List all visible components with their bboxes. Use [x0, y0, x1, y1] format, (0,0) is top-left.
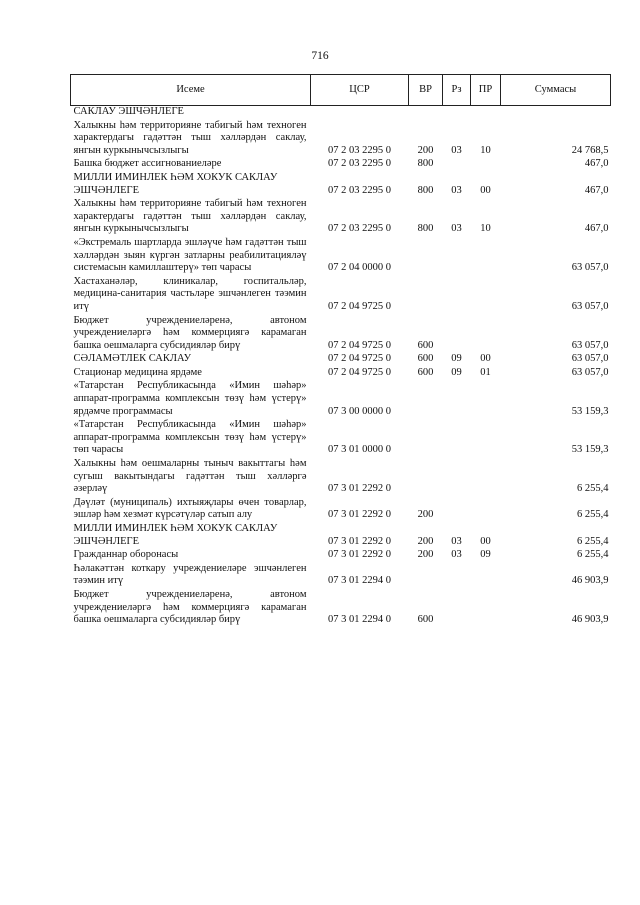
- cell-pr: 00: [480, 353, 491, 365]
- cell-sum: 6 255,4: [577, 509, 609, 521]
- cell-csr: 07 3 01 2292 0: [328, 483, 391, 495]
- cell-sum: 63 057,0: [571, 339, 609, 351]
- cell-sum: 467,0: [584, 184, 609, 196]
- table-row: [71, 276, 611, 315]
- table-row: [71, 315, 611, 354]
- cell-csr: 07 3 00 0000 0: [328, 405, 391, 417]
- cell-vr: 200: [417, 549, 434, 561]
- cell-vr: [409, 458, 443, 497]
- cell-name: Бюджет учреждениеләренә, автоном учреждениеләргә һәм коммерциягә карамаган башка оешмаларга субсидияләр бирү: [73, 314, 307, 351]
- table-row: [71, 419, 611, 458]
- cell-csr: 07 2 04 9725 0: [328, 353, 391, 365]
- table-row: [71, 237, 611, 276]
- cell-pr: [471, 458, 501, 497]
- cell-name: Һәлакәттән коткару учреждениеләре эшчәнлеген тәэмин итү: [73, 562, 307, 587]
- cell-vr: [409, 237, 443, 276]
- cell-sum: 53 159,3: [571, 405, 609, 417]
- cell-csr: 07 2 04 9725 0: [328, 366, 391, 378]
- cell-csr: 07 2 03 2295 0: [328, 158, 391, 170]
- cell-csr: 07 2 04 0000 0: [328, 262, 391, 274]
- cell-name: МИЛЛИ ИМИНЛЕК ҺӘМ ХОКУК САКЛАУ ЭШЧӘНЛЕГЕ: [73, 523, 278, 547]
- cell-rz: 09: [451, 353, 462, 365]
- cell-name: Халыкны һәм территорияне табигый һәм техноген характердагы гадәттән тыш хәлләрдән саклау, янгын куркынычсызлыгы: [73, 198, 307, 235]
- cell-vr: 800: [417, 223, 434, 235]
- cell-rz: 03: [451, 223, 462, 235]
- cell-pr: 10: [480, 144, 491, 156]
- cell-name: СӘЛАМӘТЛЕК САКЛАУ: [73, 353, 192, 365]
- table-row: [71, 458, 611, 497]
- cell-name: Гражданнар оборонасы: [73, 549, 179, 561]
- cell-pr: [471, 419, 501, 458]
- cell-sum: 467,0: [584, 158, 609, 170]
- table-row: [71, 549, 611, 563]
- cell-rz: [443, 497, 471, 523]
- cell-name: Дәүләт (муниципаль) ихтыяҗлары өчен товарлар, эшләр һәм хезмәт күрсәтүләр сатып алу: [73, 496, 307, 521]
- table-row: [71, 198, 611, 237]
- cell-rz: 03: [451, 144, 462, 156]
- table-row: [71, 589, 611, 628]
- cell-pr: [471, 497, 501, 523]
- cell-rz: 03: [451, 549, 462, 561]
- cell-csr: 07 2 04 9725 0: [328, 300, 391, 312]
- cell-name: «Татарстан Республикасында «Имин шәһәр» аппарат-программа комплексын төзү һәм үстерү» төп чарасы: [73, 419, 307, 456]
- cell-name: Хастаханәләр, клиникалар, госпитальләр, медицина-санитария частьләре эшчәнлеген тәэмин итү: [73, 275, 307, 312]
- cell-pr: 00: [480, 184, 491, 196]
- cell-pr: [471, 589, 501, 628]
- cell-sum: 46 903,9: [571, 614, 609, 626]
- cell-vr: [409, 106, 443, 120]
- table-row: [71, 158, 611, 172]
- header-vr: ВР: [409, 75, 443, 106]
- cell-pr: 01: [480, 366, 491, 378]
- cell-vr: 200: [417, 144, 434, 156]
- cell-name: Халыкны һәм оешмаларны тыныч вакыттагы һәм сугыш вакытындагы гадәттән тыш хәлләргә әзерләү: [73, 458, 307, 495]
- cell-rz: [443, 563, 471, 589]
- cell-rz: [443, 237, 471, 276]
- cell-csr: 07 2 03 2295 0: [328, 144, 391, 156]
- cell-vr: [409, 563, 443, 589]
- cell-pr: 10: [480, 223, 491, 235]
- cell-pr: [471, 237, 501, 276]
- cell-vr: 800: [417, 184, 434, 196]
- table-row: [71, 367, 611, 381]
- page-number: 716: [311, 50, 329, 62]
- table-row: [71, 497, 611, 523]
- cell-sum: 63 057,0: [571, 353, 609, 365]
- cell-pr: [471, 563, 501, 589]
- cell-vr: 600: [417, 353, 434, 365]
- cell-sum: 6 255,4: [577, 535, 609, 547]
- table-row: [71, 172, 611, 198]
- cell-csr: 07 2 03 2295 0: [328, 184, 391, 196]
- cell-vr: 200: [417, 535, 434, 547]
- cell-csr: [311, 106, 409, 120]
- cell-rz: [443, 158, 471, 172]
- cell-csr: 07 3 01 2294 0: [328, 614, 391, 626]
- cell-name: МИЛЛИ ИМИНЛЕК ҺӘМ ХОКУК САКЛАУ ЭШЧӘНЛЕГЕ: [73, 171, 278, 196]
- cell-pr: [471, 315, 501, 354]
- header-pr: ПР: [471, 75, 501, 106]
- cell-name: САКЛАУ ЭШЧӘНЛЕГЕ: [73, 106, 184, 117]
- cell-vr: [409, 380, 443, 419]
- cell-vr: 600: [417, 614, 434, 626]
- cell-sum: 6 255,4: [577, 549, 609, 561]
- cell-vr: [409, 419, 443, 458]
- cell-vr: 800: [417, 158, 434, 170]
- cell-rz: [443, 380, 471, 419]
- cell-sum: 63 057,0: [571, 300, 609, 312]
- cell-sum: 63 057,0: [571, 366, 609, 378]
- cell-rz: [443, 419, 471, 458]
- cell-csr: 07 2 03 2295 0: [328, 223, 391, 235]
- cell-csr: 07 3 01 2294 0: [328, 575, 391, 587]
- cell-pr: [471, 380, 501, 419]
- cell-rz: 03: [451, 535, 462, 547]
- cell-vr: 600: [417, 366, 434, 378]
- cell-pr: 00: [480, 535, 491, 547]
- table-row: [71, 563, 611, 589]
- cell-sum: 6 255,4: [577, 483, 609, 495]
- cell-csr: 07 3 01 0000 0: [328, 444, 391, 456]
- cell-rz: [443, 589, 471, 628]
- cell-csr: 07 2 04 9725 0: [328, 339, 391, 351]
- cell-sum: 63 057,0: [571, 262, 609, 274]
- header-csr: ЦСР: [311, 75, 409, 106]
- cell-pr: [471, 276, 501, 315]
- cell-name: «Экстремаль шартларда эшләүче һәм гадәттән тыш хәлләрдән зыян күргән затларны реабилитацияләү системасын камиллаштерү» төп чарасы: [73, 236, 307, 274]
- cell-name: Халыкны һәм территорияне табигый һәм техноген характердагы гадәттән тыш хәлләрдән саклау, янгын куркынычсызлыгы: [73, 119, 307, 156]
- cell-pr: 09: [480, 549, 491, 561]
- cell-csr: 07 3 01 2292 0: [328, 535, 391, 547]
- cell-csr: 07 3 01 2292 0: [328, 509, 391, 521]
- cell-rz: [443, 106, 471, 120]
- cell-name: «Татарстан Республикасында «Имин шәһәр» аппарат-программа комплексын төзү һәм үстерү» ярдәмче программасы: [73, 380, 307, 417]
- cell-pr: [471, 106, 501, 120]
- header-rz: Рз: [443, 75, 471, 106]
- cell-rz: 03: [451, 184, 462, 196]
- table-row: [71, 523, 611, 549]
- cell-sum: 24 768,5: [571, 144, 609, 156]
- cell-rz: [443, 315, 471, 354]
- cell-sum: [501, 106, 611, 120]
- cell-vr: 200: [417, 509, 434, 521]
- table-row: [71, 120, 611, 159]
- cell-name: Бюджет учреждениеләренә, автоном учреждениеләргә һәм коммерциягә карамаган башка оешмаларга субсидияләр бирү: [73, 588, 307, 626]
- cell-vr: 600: [417, 339, 434, 351]
- cell-pr: [471, 158, 501, 172]
- cell-rz: 09: [451, 366, 462, 378]
- cell-sum: 46 903,9: [571, 575, 609, 587]
- table-row: [71, 380, 611, 419]
- header-sum: Суммасы: [501, 75, 611, 106]
- budget-table: [70, 74, 611, 628]
- table-header-row: [71, 75, 611, 106]
- cell-name: Башка бюджет ассигнованиеләре: [73, 158, 222, 170]
- cell-csr: 07 3 01 2292 0: [328, 549, 391, 561]
- header-name: Исеме: [71, 75, 311, 106]
- table-row: [71, 353, 611, 367]
- cell-vr: [409, 276, 443, 315]
- cell-rz: [443, 276, 471, 315]
- cell-name: Стационар медицина ярдәме: [73, 366, 202, 378]
- cell-sum: 467,0: [584, 223, 609, 235]
- table-row: [71, 106, 611, 120]
- cell-rz: [443, 458, 471, 497]
- cell-sum: 53 159,3: [571, 444, 609, 456]
